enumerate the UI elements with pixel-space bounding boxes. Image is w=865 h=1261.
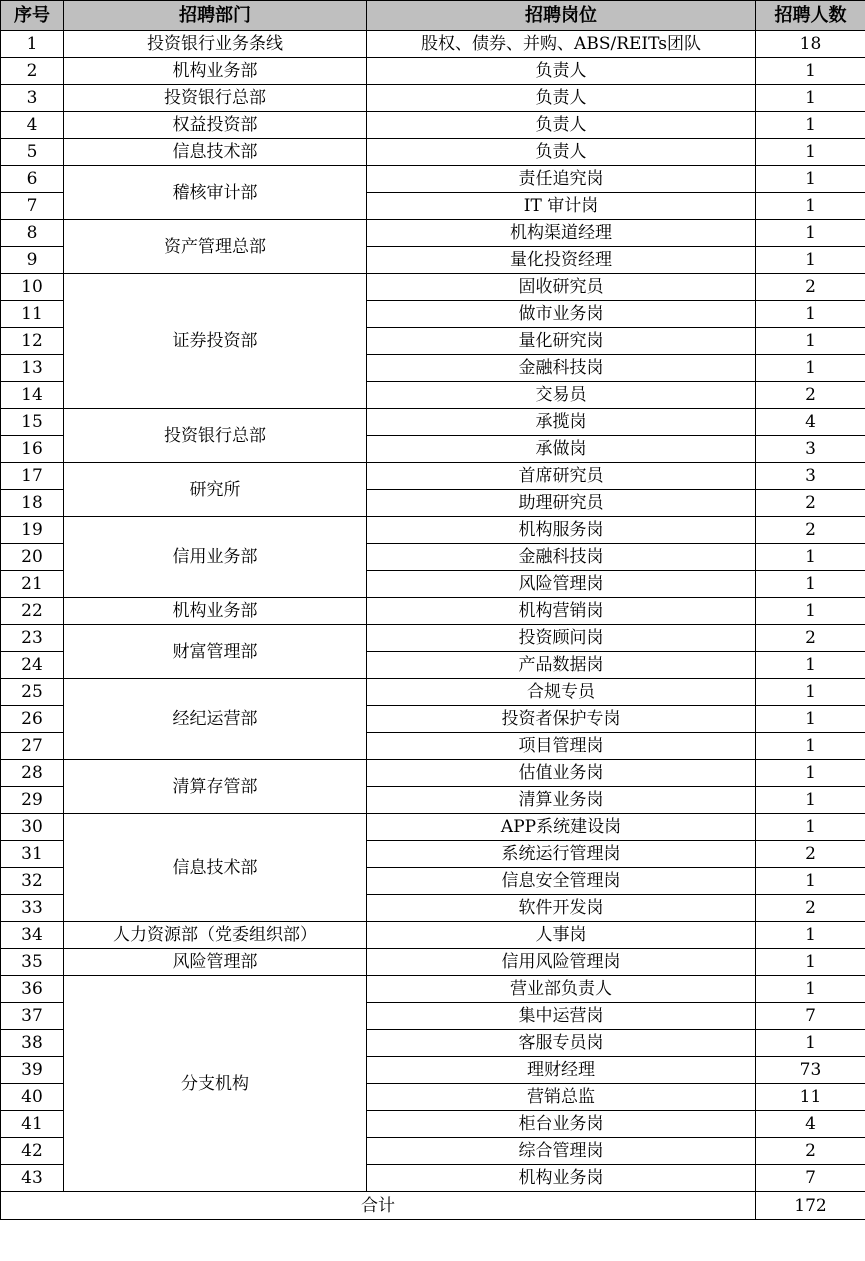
position-cell: 软件开发岗 (367, 895, 756, 922)
row-number: 42 (1, 1138, 64, 1165)
department-cell: 人力资源部（党委组织部） (64, 922, 367, 949)
headcount-cell: 4 (756, 409, 865, 436)
row-number: 27 (1, 733, 64, 760)
headcount-cell: 1 (756, 760, 865, 787)
headcount-cell: 1 (756, 166, 865, 193)
position-cell: 投资顾问岗 (367, 625, 756, 652)
row-number: 20 (1, 544, 64, 571)
position-cell: 机构服务岗 (367, 517, 756, 544)
total-count: 172 (756, 1192, 865, 1220)
headcount-cell: 11 (756, 1084, 865, 1111)
table-row (1, 85, 865, 112)
row-number: 29 (1, 787, 64, 814)
headcount-cell: 4 (756, 1111, 865, 1138)
row-number: 30 (1, 814, 64, 841)
row-number: 26 (1, 706, 64, 733)
table-row (1, 598, 865, 625)
headcount-cell: 1 (756, 868, 865, 895)
table-row (1, 58, 865, 85)
department-cell: 投资银行业务条线 (64, 31, 367, 58)
headcount-cell: 1 (756, 949, 865, 976)
table-row (1, 112, 865, 139)
row-number: 23 (1, 625, 64, 652)
department-cell: 机构业务部 (64, 58, 367, 85)
position-cell: 负责人 (367, 139, 756, 166)
position-cell: 合规专员 (367, 679, 756, 706)
row-number: 14 (1, 382, 64, 409)
headcount-cell: 2 (756, 841, 865, 868)
department-cell: 信息技术部 (64, 814, 367, 922)
position-cell: 负责人 (367, 58, 756, 85)
position-cell: 项目管理岗 (367, 733, 756, 760)
position-cell: 人事岗 (367, 922, 756, 949)
position-cell: 综合管理岗 (367, 1138, 756, 1165)
row-number: 31 (1, 841, 64, 868)
position-cell: 固收研究员 (367, 274, 756, 301)
table-row (1, 166, 865, 193)
position-cell: 机构渠道经理 (367, 220, 756, 247)
row-number: 7 (1, 193, 64, 220)
headcount-cell: 1 (756, 571, 865, 598)
position-cell: 量化投资经理 (367, 247, 756, 274)
position-cell: 清算业务岗 (367, 787, 756, 814)
row-number: 19 (1, 517, 64, 544)
row-number: 43 (1, 1165, 64, 1192)
position-cell: 产品数据岗 (367, 652, 756, 679)
position-cell: 金融科技岗 (367, 544, 756, 571)
department-cell: 分支机构 (64, 976, 367, 1192)
row-number: 25 (1, 679, 64, 706)
row-number: 9 (1, 247, 64, 274)
position-cell: 信用风险管理岗 (367, 949, 756, 976)
table-row (1, 409, 865, 436)
table-row (1, 517, 865, 544)
headcount-cell: 2 (756, 382, 865, 409)
department-cell: 风险管理部 (64, 949, 367, 976)
position-cell: 责任追究岗 (367, 166, 756, 193)
headcount-cell: 2 (756, 517, 865, 544)
headcount-cell: 1 (756, 247, 865, 274)
row-number: 2 (1, 58, 64, 85)
row-number: 40 (1, 1084, 64, 1111)
position-cell: 承做岗 (367, 436, 756, 463)
position-cell: 金融科技岗 (367, 355, 756, 382)
headcount-cell: 18 (756, 31, 865, 58)
headcount-cell: 1 (756, 544, 865, 571)
table-row (1, 949, 865, 976)
department-cell: 财富管理部 (64, 625, 367, 679)
row-number: 39 (1, 1057, 64, 1084)
department-cell: 稽核审计部 (64, 166, 367, 220)
row-number: 3 (1, 85, 64, 112)
headcount-cell: 2 (756, 490, 865, 517)
headcount-cell: 73 (756, 1057, 865, 1084)
headcount-cell: 1 (756, 58, 865, 85)
row-number: 16 (1, 436, 64, 463)
row-number: 12 (1, 328, 64, 355)
row-number: 32 (1, 868, 64, 895)
headcount-cell: 1 (756, 85, 865, 112)
position-cell: 承揽岗 (367, 409, 756, 436)
position-cell: 机构营销岗 (367, 598, 756, 625)
headcount-cell: 1 (756, 706, 865, 733)
row-number: 4 (1, 112, 64, 139)
department-cell: 投资银行总部 (64, 85, 367, 112)
position-cell: 负责人 (367, 85, 756, 112)
row-number: 11 (1, 301, 64, 328)
department-cell: 机构业务部 (64, 598, 367, 625)
headcount-cell: 1 (756, 679, 865, 706)
position-cell: 首席研究员 (367, 463, 756, 490)
table-row (1, 976, 865, 1003)
row-number: 8 (1, 220, 64, 247)
headcount-cell: 1 (756, 733, 865, 760)
row-number: 22 (1, 598, 64, 625)
table-row (1, 922, 865, 949)
row-number: 21 (1, 571, 64, 598)
row-number: 17 (1, 463, 64, 490)
department-cell: 证券投资部 (64, 274, 367, 409)
position-cell: IT 审计岗 (367, 193, 756, 220)
position-cell: 股权、债券、并购、ABS/REITs团队 (367, 31, 756, 58)
table-row (1, 760, 865, 787)
headcount-cell: 1 (756, 301, 865, 328)
position-cell: 信息安全管理岗 (367, 868, 756, 895)
position-cell: 客服专员岗 (367, 1030, 756, 1057)
position-cell: 交易员 (367, 382, 756, 409)
headcount-cell: 1 (756, 598, 865, 625)
position-cell: 估值业务岗 (367, 760, 756, 787)
headcount-cell: 1 (756, 1030, 865, 1057)
row-number: 34 (1, 922, 64, 949)
department-cell: 研究所 (64, 463, 367, 517)
total-row (1, 1192, 865, 1220)
position-cell: 风险管理岗 (367, 571, 756, 598)
headcount-cell: 3 (756, 436, 865, 463)
position-cell: 量化研究岗 (367, 328, 756, 355)
headcount-cell: 1 (756, 652, 865, 679)
position-cell: 投资者保护专岗 (367, 706, 756, 733)
position-cell: 系统运行管理岗 (367, 841, 756, 868)
header-position: 招聘岗位 (367, 1, 756, 31)
total-label: 合计 (1, 1192, 756, 1220)
table-row (1, 139, 865, 166)
row-number: 13 (1, 355, 64, 382)
headcount-cell: 3 (756, 463, 865, 490)
row-number: 36 (1, 976, 64, 1003)
headcount-cell: 1 (756, 355, 865, 382)
table-body (1, 31, 865, 1192)
header-no: 序号 (1, 1, 64, 31)
position-cell: 做市业务岗 (367, 301, 756, 328)
headcount-cell: 2 (756, 895, 865, 922)
department-cell: 投资银行总部 (64, 409, 367, 463)
row-number: 33 (1, 895, 64, 922)
row-number: 24 (1, 652, 64, 679)
table-row (1, 679, 865, 706)
table-row (1, 220, 865, 247)
position-cell: 负责人 (367, 112, 756, 139)
header-dept: 招聘部门 (64, 1, 367, 31)
headcount-cell: 1 (756, 193, 865, 220)
position-cell: 营销总监 (367, 1084, 756, 1111)
position-cell: 营业部负责人 (367, 976, 756, 1003)
position-cell: 理财经理 (367, 1057, 756, 1084)
headcount-cell: 1 (756, 787, 865, 814)
table-row (1, 31, 865, 58)
table-row (1, 463, 865, 490)
table-row (1, 274, 865, 301)
position-cell: 柜台业务岗 (367, 1111, 756, 1138)
headcount-cell: 2 (756, 274, 865, 301)
row-number: 6 (1, 166, 64, 193)
row-number: 15 (1, 409, 64, 436)
header-count: 招聘人数 (756, 1, 865, 31)
department-cell: 资产管理总部 (64, 220, 367, 274)
headcount-cell: 1 (756, 922, 865, 949)
position-cell: 机构业务岗 (367, 1165, 756, 1192)
row-number: 10 (1, 274, 64, 301)
headcount-cell: 1 (756, 814, 865, 841)
headcount-cell: 1 (756, 976, 865, 1003)
row-number: 38 (1, 1030, 64, 1057)
headcount-cell: 1 (756, 112, 865, 139)
table-row (1, 814, 865, 841)
headcount-cell: 7 (756, 1003, 865, 1030)
headcount-cell: 2 (756, 625, 865, 652)
row-number: 18 (1, 490, 64, 517)
department-cell: 信用业务部 (64, 517, 367, 598)
header-row (1, 1, 865, 31)
department-cell: 权益投资部 (64, 112, 367, 139)
department-cell: 信息技术部 (64, 139, 367, 166)
table-row (1, 625, 865, 652)
row-number: 41 (1, 1111, 64, 1138)
row-number: 35 (1, 949, 64, 976)
department-cell: 经纪运营部 (64, 679, 367, 760)
row-number: 28 (1, 760, 64, 787)
row-number: 5 (1, 139, 64, 166)
headcount-cell: 2 (756, 1138, 865, 1165)
row-number: 1 (1, 31, 64, 58)
department-cell: 清算存管部 (64, 760, 367, 814)
headcount-cell: 1 (756, 328, 865, 355)
position-cell: 助理研究员 (367, 490, 756, 517)
headcount-cell: 7 (756, 1165, 865, 1192)
headcount-cell: 1 (756, 220, 865, 247)
headcount-cell: 1 (756, 139, 865, 166)
row-number: 37 (1, 1003, 64, 1030)
position-cell: 集中运营岗 (367, 1003, 756, 1030)
position-cell: APP系统建设岗 (367, 814, 756, 841)
